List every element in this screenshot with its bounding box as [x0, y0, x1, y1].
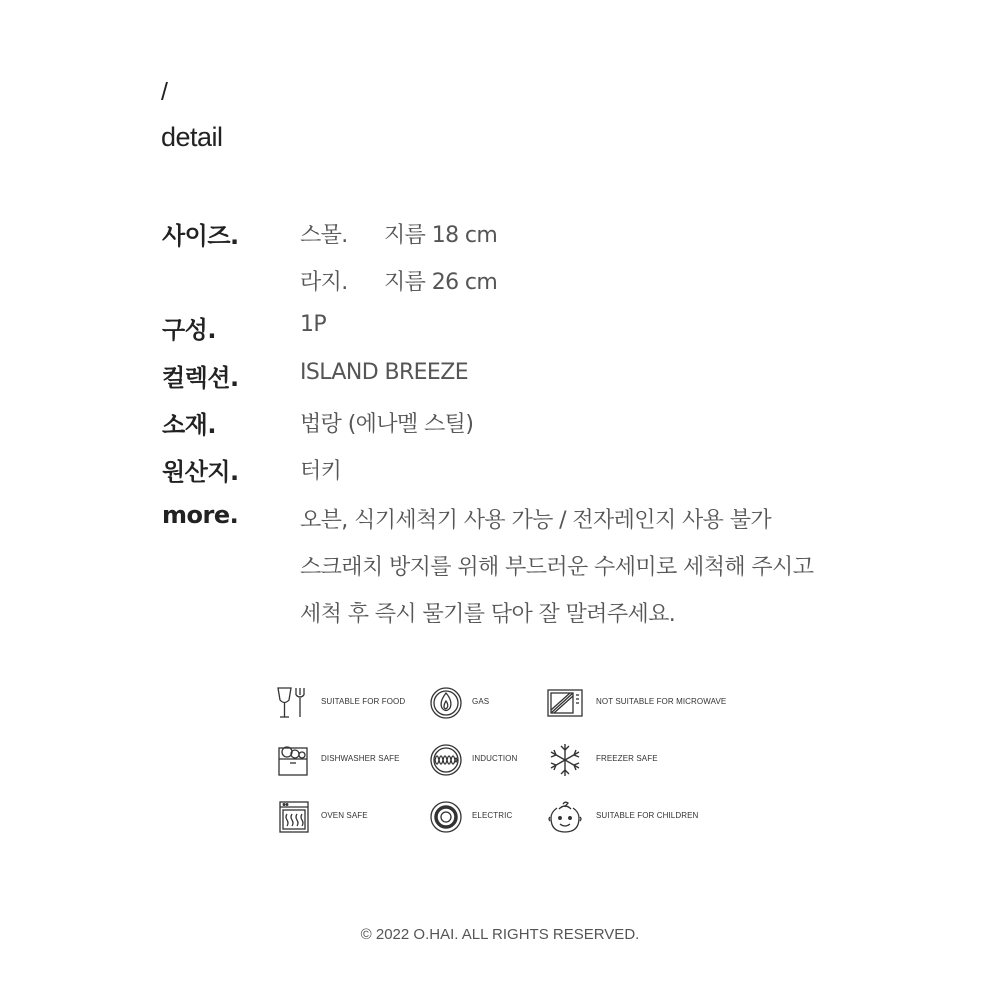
- flame-icon: [428, 685, 464, 721]
- electric-icon: [428, 799, 464, 835]
- copyright-footer: © 2022 O.HAI. ALL RIGHTS RESERVED.: [360, 926, 640, 943]
- icon-item-microwave: [547, 685, 747, 721]
- size-small-name: 스몰.: [300, 223, 348, 248]
- spec-row-more-2: [0, 548, 1000, 588]
- material-value: 법랑 (에나멜 스틸): [300, 412, 474, 437]
- spec-row-origin: [0, 452, 1000, 492]
- spec-row-size-small: [0, 216, 1000, 256]
- spec-row-material: [0, 405, 1000, 445]
- icon-label: NOT SUITABLE FOR MICROWAVE: [596, 697, 727, 706]
- icon-label: ELECTRIC: [472, 811, 513, 820]
- origin-value: 터키: [300, 459, 342, 484]
- more-label: more.: [162, 501, 239, 529]
- icon-label: DISHWASHER SAFE: [321, 754, 400, 763]
- spec-row-more-3: [0, 595, 1000, 635]
- dishwasher-icon: [276, 742, 312, 778]
- icon-label: SUITABLE FOR CHILDREN: [596, 811, 699, 820]
- oven-icon: [276, 799, 312, 835]
- collection-value: ISLAND BREEZE: [300, 360, 469, 385]
- material-label: 소재.: [162, 411, 216, 439]
- size-large-name: 라지.: [300, 270, 348, 295]
- icon-item-children: [547, 799, 747, 835]
- icon-label: SUITABLE FOR FOOD: [321, 697, 406, 706]
- baby-face-icon: [547, 799, 583, 835]
- page-title: detail: [161, 122, 223, 152]
- snowflake-icon: [547, 742, 583, 778]
- size-label: 사이즈.: [162, 222, 239, 250]
- icon-label: GAS: [472, 697, 490, 706]
- induction-icon: [428, 742, 464, 778]
- spec-row-composition: [0, 310, 1000, 350]
- icon-item-freezer: [547, 742, 747, 778]
- fork-glass-icon: [276, 685, 312, 721]
- spec-row-size-large: [0, 263, 1000, 303]
- more-line: 세척 후 즉시 물기를 닦아 잘 말려주세요.: [300, 602, 676, 627]
- spec-row-collection: [0, 358, 1000, 398]
- icon-label: INDUCTION: [472, 754, 518, 763]
- microwave-icon: [547, 685, 583, 721]
- size-large-value: 지름 26 cm: [384, 270, 498, 295]
- more-line: 스크래치 방지를 위해 부드러운 수세미로 세척해 주시고: [300, 555, 814, 580]
- icon-label: OVEN SAFE: [321, 811, 368, 820]
- origin-label: 원산지.: [162, 458, 239, 486]
- spec-row-more: [0, 501, 1000, 541]
- composition-label: 구성.: [162, 316, 216, 344]
- more-line: 오븐, 식기세척기 사용 가능 / 전자레인지 사용 불가: [300, 508, 771, 533]
- composition-value: 1P: [300, 312, 327, 337]
- size-small-value: 지름 18 cm: [384, 223, 498, 248]
- collection-label: 컬렉션.: [162, 364, 239, 392]
- page-slash: /: [161, 78, 168, 106]
- icon-label: FREEZER SAFE: [596, 754, 658, 763]
